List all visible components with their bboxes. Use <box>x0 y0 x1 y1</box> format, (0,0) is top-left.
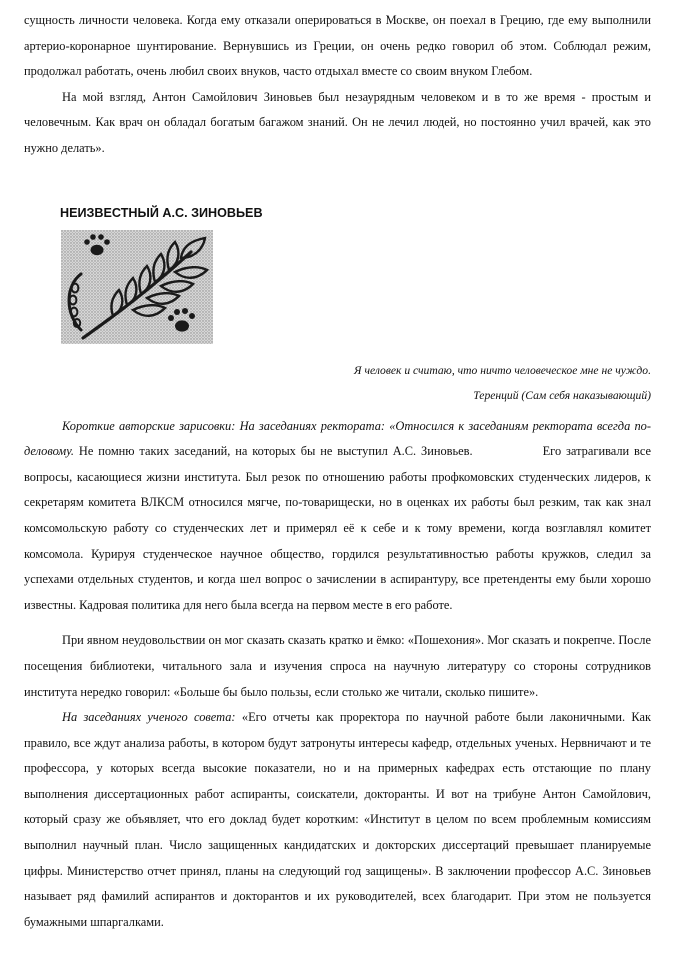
paragraph-rectorate-text-a: Не помню таких заседаний, на которых бы не выступил А.С. Зиновьев. <box>74 444 473 459</box>
wheat-ear-paw-prints-icon <box>61 230 213 344</box>
paragraph-academic-council-lead: На заседаниях ученого совета: <box>62 710 236 725</box>
epigraph-attribution: Теренций (Сам себя наказывающий) <box>473 388 651 402</box>
paragraph-rectorate-text-b: Его затрагивали все вопросы, касающиеся жизни института. Был резок по отношению работы профкомовских студенческих лидеров, к секретарям комитета ВЛКСМ относился мягче, по-товарищески, но в оценках их работы был резким, так как знал комсомольскую работу со студенческих лет и примерял её к себе и к тому времени, когда возглавлял комитет комсомола. Курируя студенческое научное общество, гордился результативностью работы кружков, следил за успехами отдельных студентов, и когда шел вопрос о зачислении в аспирантуру, все претенденты ему были хорошо известны. Кадровая политика для него была всегда на первом месте в его работе. <box>24 444 651 612</box>
section-heading: НЕИЗВЕСТНЫЙ А.С. ЗИНОВЬЕВ <box>60 205 263 220</box>
paragraph-rectorate <box>24 414 651 619</box>
paragraph-academic-council <box>24 705 651 935</box>
paragraph-displeasure: При явном неудовольствии он мог сказать сказать кратко и ёмко: «Пошехония». Мог сказать и покрепче. После посещения библиотеки, читального зала и изучения спроса на научную литературу со стороны сотрудников института нередко говорил: «Больше бы было пользы, если столько же читали, сколько пишите». <box>24 633 651 699</box>
paragraph-academic-council-text: «Его отчеты как проректора по научной работе были лаконичными. Как правило, все ждут анализа работы, в котором будут затронуты интересы кафедр, отдельных ученых. Нервничают и те профессора, у которых всегда высокие показатели, но и на примерных кафедрах есть отстающие по плану выполнения диссертационных работ аспиранты, соискатели, докторанты. И вот на трибуне Антон Самойлович, который сразу же объявляет, что его доклад будет коротким: «Институт в целом по всем проблемным комиссиям выполнил научный план. Число защищенных кандидатских и докторских диссертаций превышает планируемые цифры. Министерство отчет принял, планы на следующий год защищены». В заключении профессор А.С. Зиновьев называет ряд фамилий аспирантов и докторантов и их руководителей, всех благодарит. При этом не пользуется бумажными шпаргалками. <box>24 710 651 929</box>
paragraph-intro-2: На мой взгляд, Антон Самойлович Зиновьев был незаурядным человеком и в то же время - простым и человечным. Как врач он обладал богатым багажом знаний. Он не лечил людей, но постоянно учил врачей, как это нужно делать». <box>24 89 651 155</box>
epigraph-quote: Я человек и считаю, что ничто человеческое мне не чуждо. <box>353 363 651 377</box>
paragraph-rectorate-lead: Короткие авторские зарисовки: На заседаниях ректората: «Относился к заседаниям ректората всегда по-деловому. <box>24 418 651 459</box>
paragraph-intro-1: сущность личности человека. Когда ему отказали оперироваться в Москве, он поехал в Грецию, где ему выполнили артерио-коронарное шунтирование. Вернувшись из Греции, он очень редко говорил об этом. Соблюдал режим, продолжал работать, очень любил своих внуков, часто отдыхал вместе со своим внуком Глебом. <box>24 13 651 79</box>
